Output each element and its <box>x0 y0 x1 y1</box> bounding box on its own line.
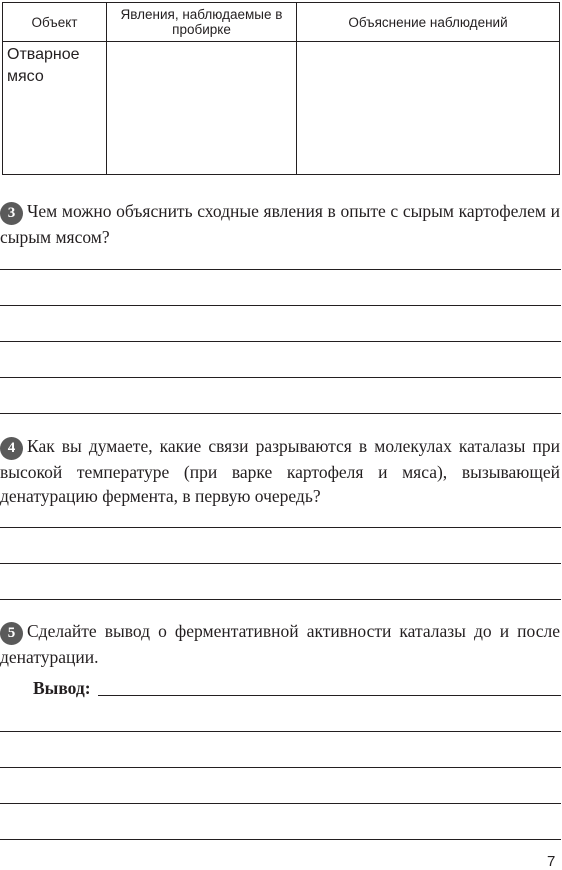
question-5 <box>0 619 560 669</box>
conclusion-input-line[interactable] <box>98 695 561 696</box>
answer-line[interactable] <box>0 803 561 804</box>
answer-line[interactable] <box>0 767 561 768</box>
cell-phenomena-answer[interactable] <box>107 42 297 175</box>
answer-line[interactable] <box>0 731 561 732</box>
question-text: Сделайте вывод о ферментативной активности каталазы до и после денатурации. <box>0 621 560 667</box>
page-number: 7 <box>547 853 556 870</box>
answer-line[interactable] <box>0 599 561 600</box>
header-phenomena: Явления, наблюдаемые в пробирке <box>107 3 297 42</box>
answer-line[interactable] <box>0 269 561 270</box>
question-number-badge: 5 <box>0 622 23 645</box>
question-number-badge: 3 <box>0 202 23 225</box>
answer-line[interactable] <box>0 527 561 528</box>
table-header-row <box>3 3 560 42</box>
table-row <box>3 42 560 175</box>
answer-line[interactable] <box>0 305 561 306</box>
question-number-badge: 4 <box>0 437 23 460</box>
cell-explanation-answer[interactable] <box>297 42 560 175</box>
answer-line[interactable] <box>0 839 561 840</box>
answer-line[interactable] <box>0 413 561 414</box>
observation-table <box>2 2 560 175</box>
question-3 <box>0 199 560 249</box>
question-4 <box>0 434 560 508</box>
question-text: Как вы думаете, какие связи разрываются в молекулах каталазы при высокой температуре (при варке картофеля и мяса), вызывающей денатурацию фермента, в первую очередь? <box>0 436 560 506</box>
answer-line[interactable] <box>0 341 561 342</box>
cell-object: Отварное мясо <box>3 42 107 175</box>
answer-line[interactable] <box>0 563 561 564</box>
header-object: Объект <box>3 3 107 42</box>
header-explanation: Объяснение наблюдений <box>297 3 560 42</box>
answer-line[interactable] <box>0 377 561 378</box>
question-text: Чем можно объяснить сходные явления в опыте с сырым картофелем и сырым мясом? <box>0 201 560 247</box>
conclusion-label: Вывод: <box>33 678 91 698</box>
